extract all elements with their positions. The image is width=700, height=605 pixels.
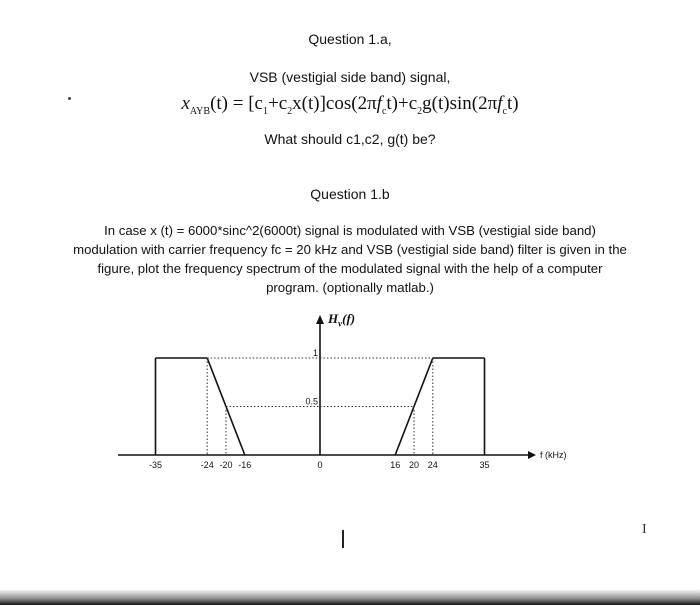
question-1b-line-3: figure, plot the frequency spectrum of the modulated signal with the help of a computer (97, 261, 603, 276)
text-cursor-bar (342, 530, 344, 548)
formula-eq: = (232, 93, 244, 114)
i-beam-cursor-icon: I (642, 522, 647, 537)
formula-t2: t) (506, 93, 519, 114)
question-1a-title: Question 1.a, (308, 31, 392, 47)
question-1b-line-1: In case x (t) = 6000*sinc^2(6000t) signal is modulated with VSB (vestigial side band) (104, 223, 596, 238)
x-tick-label: -20 (219, 460, 233, 470)
x-tick-label: 0 (317, 460, 323, 470)
y-tick-label: 1 (312, 348, 318, 358)
formula-term3: g(t)sin(2π (422, 93, 498, 114)
chart-title-arg: (f) (342, 311, 356, 326)
formula-f2: f (497, 93, 503, 114)
formula-c2-sub: 2 (287, 105, 293, 117)
x-tick-label: 35 (479, 460, 490, 470)
formula-f1: f (376, 93, 382, 114)
y-axis-arrow (316, 315, 324, 324)
chart-layer (118, 315, 567, 470)
formula-lhs: x (181, 93, 190, 114)
formula-lhs-sub: AYB (189, 105, 211, 117)
x-axis-arrow (528, 451, 536, 459)
x-tick-label: -16 (238, 460, 252, 470)
question-1a-prompt: What should c1,c2, g(t) be? (264, 131, 436, 147)
x-tick-label: 16 (390, 460, 401, 470)
chart-title-sub: v (338, 318, 343, 329)
formula-fc-sub-2: c (502, 105, 507, 117)
y-tick-label: 0.5 (305, 396, 318, 407)
x-tick-label: 24 (427, 460, 438, 470)
x-tick-label: -24 (200, 460, 214, 470)
x-axis-label: f (kHz) (540, 450, 567, 460)
x-tick-label: 20 (408, 460, 420, 470)
chart-title-main: H (328, 311, 339, 326)
formula-plus1: +c (268, 93, 288, 114)
formula-t1: t)+c (386, 93, 418, 114)
x-tick-label: -35 (148, 460, 163, 470)
question-1b-line-2: modulation with carrier frequency fc = 20 kHz and VSB (vestigial side band) filter is given in the (73, 242, 627, 257)
formula-fc-sub-1: c (381, 105, 387, 117)
question-1b-line-4: program. (optionally matlab.) (266, 280, 434, 295)
question-1b-title: Question 1.b (310, 186, 390, 202)
vsb-subtitle: VSB (vestigial side band) signal, (249, 69, 451, 85)
formula-c2b-sub: 2 (417, 105, 423, 117)
bottom-shadow (0, 589, 700, 605)
formula-term1: [c (248, 93, 263, 114)
formula-term2: x(t)]cos(2π (292, 93, 377, 114)
formula-arg: (t) (210, 93, 229, 114)
formula-c1-sub: 1 (263, 105, 268, 117)
